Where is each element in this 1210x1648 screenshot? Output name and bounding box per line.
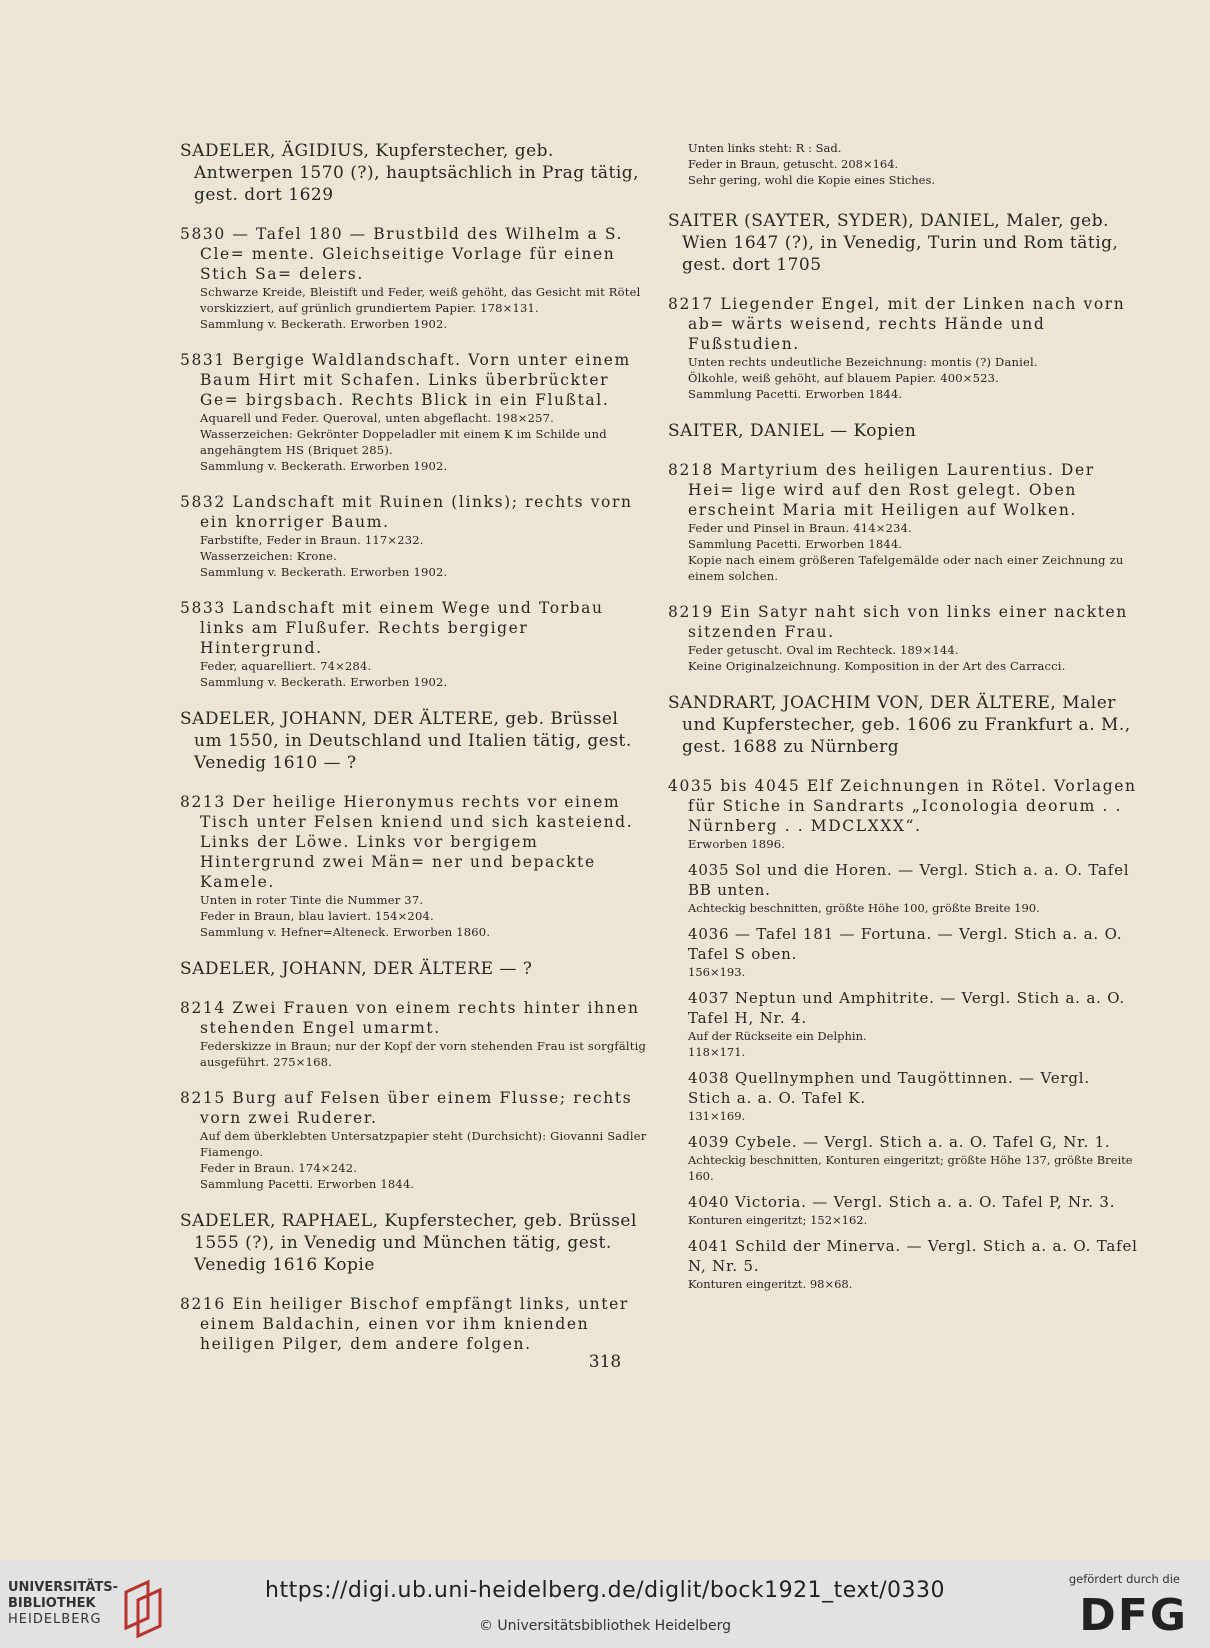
entry-note: Unten links steht: R : Sad.: [688, 141, 842, 155]
entry-title: 4039 Cybele. — Vergl. Stich a. a. O. Tafel G, Nr. 1.: [688, 1133, 1111, 1151]
entry-note: Sammlung Pacetti. Erworben 1844.: [200, 1177, 415, 1191]
catalog-entry: [180, 792, 650, 940]
entry-title: 8215 Burg auf Felsen über einem Flusse; rechts vorn zwei Ruderer.: [180, 1089, 633, 1127]
catalog-entry: [180, 598, 650, 690]
catalog-entry: [180, 998, 650, 1070]
dfg-logo[interactable]: DFG: [1079, 1590, 1188, 1641]
copyright-notice: © Universitätsbibliothek Heidelberg: [478, 1618, 731, 1634]
catalog-subentry: [688, 924, 1138, 980]
section-saiter-daniel: [668, 210, 1138, 402]
entry-title: 4041 Schild der Minerva. — Vergl. Stich a. a. O. Tafel N, Nr. 5.: [688, 1237, 1138, 1275]
entry-title: 8213 Der heilige Hieronymus rechts vor einem Tisch unter Felsen kniend und sich kasteiend. Links der Löwe. Links vor bergigem Hintergrund zwei Män= ner und bepackte Kamele.: [180, 793, 634, 891]
catalog-subentry: [688, 1068, 1138, 1124]
entry-note: Unten in roter Tinte die Nummer 37.: [200, 893, 424, 907]
entry-note: Achteckig beschnitten, größte Höhe 100, größte Breite 190.: [688, 901, 1040, 915]
left-column: [180, 140, 650, 1372]
entry-note: Konturen eingeritzt; 152×162.: [688, 1213, 868, 1227]
entry-note: 118×171.: [688, 1045, 746, 1059]
viewer-footer: [0, 1560, 1210, 1648]
library-name-line: HEIDELBERG: [8, 1612, 102, 1627]
entry-note: Feder in Braun. 174×242.: [200, 1161, 358, 1175]
catalog-entry: [180, 1088, 650, 1192]
entry-title: 5831 Bergige Waldlandschaft. Vorn unter einem Baum Hirt mit Schafen. Links überbrückter Ge= birgsbach. Rechts Blick in ein Flußtal.: [180, 351, 631, 409]
section-heading: SADELER, JOHANN, DER ÄLTERE — ?: [180, 959, 533, 979]
library-name-line: UNIVERSITÄTS-: [8, 1580, 118, 1595]
entry-note: Sammlung v. Beckerath. Erworben 1902.: [200, 459, 448, 473]
section-heading: SADELER, JOHANN, DER ÄLTERE, geb. Brüssel um 1550, in Deutschland und Italien tätig, gest. Venedig 1610 — ?: [180, 709, 632, 773]
entry-note: Sehr gering, wohl die Kopie eines Stiches.: [688, 173, 936, 187]
catalog-subentry: [688, 860, 1138, 916]
section-heading: SADELER, RAPHAEL, Kupferstecher, geb. Brüssel 1555 (?), in Venedig und München tätig, gest. Venedig 1616 Kopie: [180, 1211, 637, 1275]
entry-title: 5833 Landschaft mit einem Wege und Torbau links am Flußufer. Rechts bergiger Hintergrund.: [180, 599, 604, 657]
catalog-subentry: [688, 1192, 1138, 1228]
catalog-entry: [180, 224, 650, 332]
catalog-entry: [180, 1294, 650, 1354]
catalog-subentry: [688, 1132, 1138, 1184]
section-heading: SAITER (SAYTER, SYDER), DANIEL, Maler, geb. Wien 1647 (?), in Venedig, Turin und Rom tätig, gest. dort 1705: [668, 211, 1119, 275]
entry-title: 5832 Landschaft mit Ruinen (links); rechts vorn ein knorriger Baum.: [180, 493, 633, 531]
entry-note: Auf der Rückseite ein Delphin.: [688, 1029, 867, 1043]
entry-note: Erworben 1896.: [688, 837, 786, 851]
entry-title: 8218 Martyrium des heiligen Laurentius. Der Hei= lige wird auf den Rost gelegt. Oben erscheint Maria mit Heiligen auf Wolken.: [668, 461, 1095, 519]
entry-title: 4040 Victoria. — Vergl. Stich a. a. O. Tafel P, Nr. 3.: [688, 1193, 1116, 1211]
entry-title: 4036 — Tafel 181 — Fortuna. — Vergl. Stich a. a. O. Tafel S oben.: [688, 925, 1123, 963]
section-sadeler-johann: [180, 708, 650, 940]
funder-label: gefördert durch die: [1068, 1572, 1180, 1586]
entry-title: 4037 Neptun und Amphitrite. — Vergl. Stich a. a. O. Tafel H, Nr. 4.: [688, 989, 1125, 1027]
section-heading: SANDRART, JOACHIM VON, DER ÄLTERE, Maler und Kupferstecher, geb. 1606 zu Frankfurt a. M., gest. 1688 zu Nürnberg: [668, 693, 1131, 757]
entry-note: Federskizze in Braun; nur der Kopf der vorn stehenden Frau ist sorgfältig ausgeführt. 275×168.: [200, 1039, 647, 1069]
entry-note: Farbstifte, Feder in Braun. 117×232.: [200, 533, 424, 547]
entry-note: Feder, aquarelliert. 74×284.: [200, 659, 372, 673]
entry-note: Sammlung v. Beckerath. Erworben 1902.: [200, 565, 448, 579]
catalog-entry: [668, 602, 1138, 674]
catalog-entry: [180, 492, 650, 580]
entry-note: Achteckig beschnitten, Konturen eingeritzt; größte Höhe 137, größte Breite 160.: [688, 1153, 1133, 1183]
entry-note: Sammlung Pacetti. Erworben 1844.: [688, 537, 903, 551]
catalog-entry: [668, 294, 1138, 402]
entry-note: Feder getuscht. Oval im Rechteck. 189×144.: [688, 643, 959, 657]
entry-note: Keine Originalzeichnung. Komposition in der Art des Carracci.: [688, 659, 1066, 673]
document-url-link[interactable]: https://digi.ub.uni-heidelberg.de/diglit/bock1921_text/0330: [265, 1578, 945, 1603]
section-saiter-kopien: [668, 420, 1138, 674]
entry-note: 131×169.: [688, 1109, 746, 1123]
entry-note: Unten rechts undeutliche Bezeichnung: montis (?) Daniel.: [688, 355, 1038, 369]
entry-title: 4035 bis 4045 Elf Zeichnungen in Rötel. Vorlagen für Stiche in Sandrarts „Iconologia deorum . . Nürnberg . . MDCLXXX“.: [668, 777, 1137, 835]
entry-note: Sammlung v. Beckerath. Erworben 1902.: [200, 675, 448, 689]
entry-note: Sammlung Pacetti. Erworben 1844.: [688, 387, 903, 401]
section-sadeler-johann-question: [180, 958, 650, 1192]
catalog-subentry: [688, 1236, 1138, 1292]
catalog-entry: [668, 776, 1138, 852]
section-sadeler-raphael: [180, 1210, 650, 1354]
entry-note: Schwarze Kreide, Bleistift und Feder, weiß gehöht, das Gesicht mit Rötel vorskizziert, auf grünlich grundiertem Papier. 178×131.: [200, 285, 641, 315]
catalog-subentry: [688, 988, 1138, 1060]
entry-title: 8219 Ein Satyr naht sich von links einer nackten sitzenden Frau.: [668, 603, 1128, 641]
entry-note: Feder und Pinsel in Braun. 414×234.: [688, 521, 913, 535]
section-sadeler-aegidius: [180, 140, 650, 690]
entry-title: 8214 Zwei Frauen von einem rechts hinter ihnen stehenden Engel umarmt.: [180, 999, 640, 1037]
catalog-entry: [180, 350, 650, 474]
section-heading: SADELER, ÄGIDIUS, Kupferstecher, geb. Antwerpen 1570 (?), hauptsächlich in Prag tätig, gest. dort 1629: [180, 141, 640, 205]
entry-note: Feder in Braun, blau laviert. 154×204.: [200, 909, 434, 923]
library-name-line: BIBLIOTHEK: [8, 1596, 96, 1611]
entry-note: Auf dem überklebten Untersatzpapier steht (Durchsicht): Giovanni Sadler Fiamengo.: [200, 1129, 647, 1159]
entry-title: 4035 Sol und die Horen. — Vergl. Stich a. a. O. Tafel BB unten.: [688, 861, 1130, 899]
right-column: [668, 140, 1138, 1300]
entry-note: Wasserzeichen: Gekrönter Doppeladler mit einem K im Schilde und angehängtem HS (Briquet 285).: [200, 427, 607, 457]
entry-title: 4038 Quellnymphen und Taugöttinnen. — Vergl. Stich a. a. O. Tafel K.: [688, 1069, 1090, 1107]
catalog-entry: [668, 460, 1138, 584]
section-sandrart: [668, 692, 1138, 1292]
entry-note: Konturen eingeritzt. 98×68.: [688, 1277, 853, 1291]
entry-title: 5830 — Tafel 180 — Brustbild des Wilhelm a S. Cle= mente. Gleichseitige Vorlage für einen Stich Sa= delers.: [180, 225, 624, 283]
entry-note: Aquarell und Feder. Queroval, unten abgeflacht. 198×257.: [200, 411, 554, 425]
entry-note: Feder in Braun, getuscht. 208×164.: [688, 157, 899, 171]
entry-note: Sammlung v. Beckerath. Erworben 1902.: [200, 317, 448, 331]
section-heading: SAITER, DANIEL — Kopien: [668, 421, 917, 441]
entry-note: Ölkohle, weiß gehöht, auf blauem Papier. 400×523.: [688, 371, 1000, 385]
entry-title: 8217 Liegender Engel, mit der Linken nach vorn ab= wärts weisend, rechts Hände und Fußstudien.: [668, 295, 1126, 353]
entry-note: Wasserzeichen: Krone.: [200, 549, 337, 563]
entry-note: 156×193.: [688, 965, 746, 979]
entry-title: 8216 Ein heiliger Bischof empfängt links, unter einem Baldachin, einen vor ihm knienden heiligen Pilger, dem andere folgen.: [180, 1295, 629, 1353]
continued-notes: [688, 140, 1138, 188]
entry-note: Kopie nach einem größeren Tafelgemälde oder nach einer Zeichnung zu einem solchen.: [688, 553, 1124, 583]
entry-note: Sammlung v. Hefner=Alteneck. Erworben 1860.: [200, 925, 491, 939]
page-number: 318: [588, 1352, 622, 1372]
